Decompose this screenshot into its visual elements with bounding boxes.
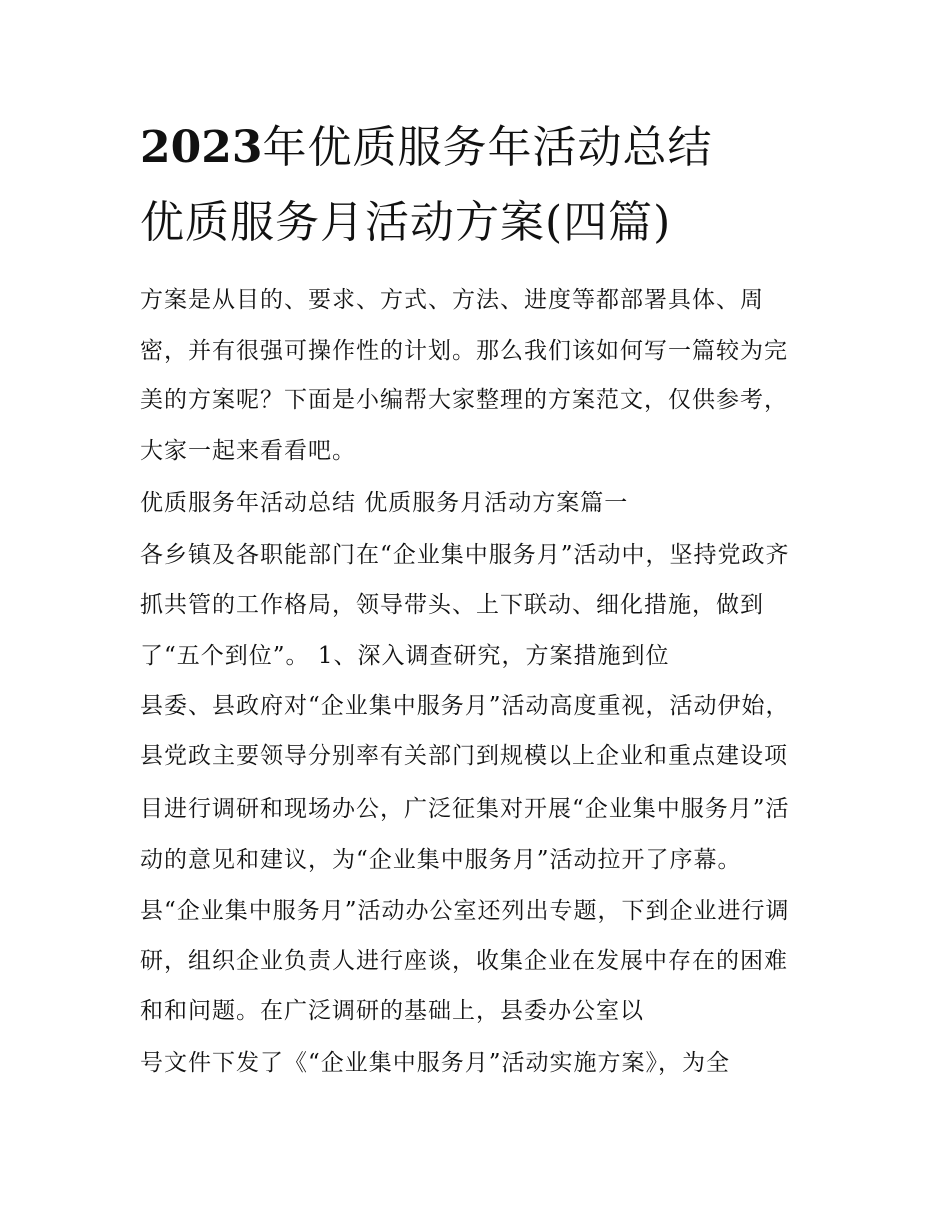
- title-line1-text: 年优质服务年活动总结: [262, 122, 713, 173]
- body-line: 抓共管的工作格局，领导带头、上下联动、细化措施，做到: [140, 592, 764, 618]
- document-title-line2: 优质服务月活动方案(四篇): [140, 197, 672, 248]
- body-line: 美的方案呢？下面是小编帮大家整理的方案范文，仅供参考，: [140, 387, 788, 413]
- body-line: 目进行调研和现场办公，广泛征集对开展“企业集中服务月”活: [140, 796, 790, 822]
- document-title-line1: [140, 120, 840, 176]
- body-line: 动的意见和建议，为“企业集中服务月”活动拉开了序幕。: [140, 847, 742, 873]
- body-line: 了“五个到位”。 1、深入调查研究，方案措施到位: [140, 643, 670, 669]
- title-year: 2023: [140, 122, 263, 173]
- body-line: 方案是从目的、要求、方式、方法、进度等都部署具体、周: [140, 287, 764, 313]
- body-line: 各乡镇及各职能部门在“企业集中服务月”活动中，坚持党政齐: [140, 542, 790, 568]
- section-heading: 优质服务年活动总结 优质服务月活动方案篇一: [140, 490, 629, 516]
- body-line: 县委、县政府对“企业集中服务月”活动高度重视，活动伊始，: [140, 693, 790, 719]
- body-line: 大家一起来看看吧。: [140, 438, 356, 464]
- body-line: 密，并有很强可操作性的计划。那么我们该如何写一篇较为完: [140, 338, 788, 364]
- body-line: 号文件下发了《“企业集中服务月”活动实施方案》，为全: [140, 1050, 731, 1076]
- body-line: 县党政主要领导分别率有关部门到规模以上企业和重点建设项: [140, 743, 788, 769]
- body-line: 县“企业集中服务月”活动办公室还列出专题，下到企业进行调: [140, 898, 790, 924]
- body-line: 研，组织企业负责人进行座谈，收集企业在发展中存在的困难: [140, 948, 788, 974]
- body-line: 和和问题。在广泛调研的基础上，县委办公室以: [140, 998, 644, 1024]
